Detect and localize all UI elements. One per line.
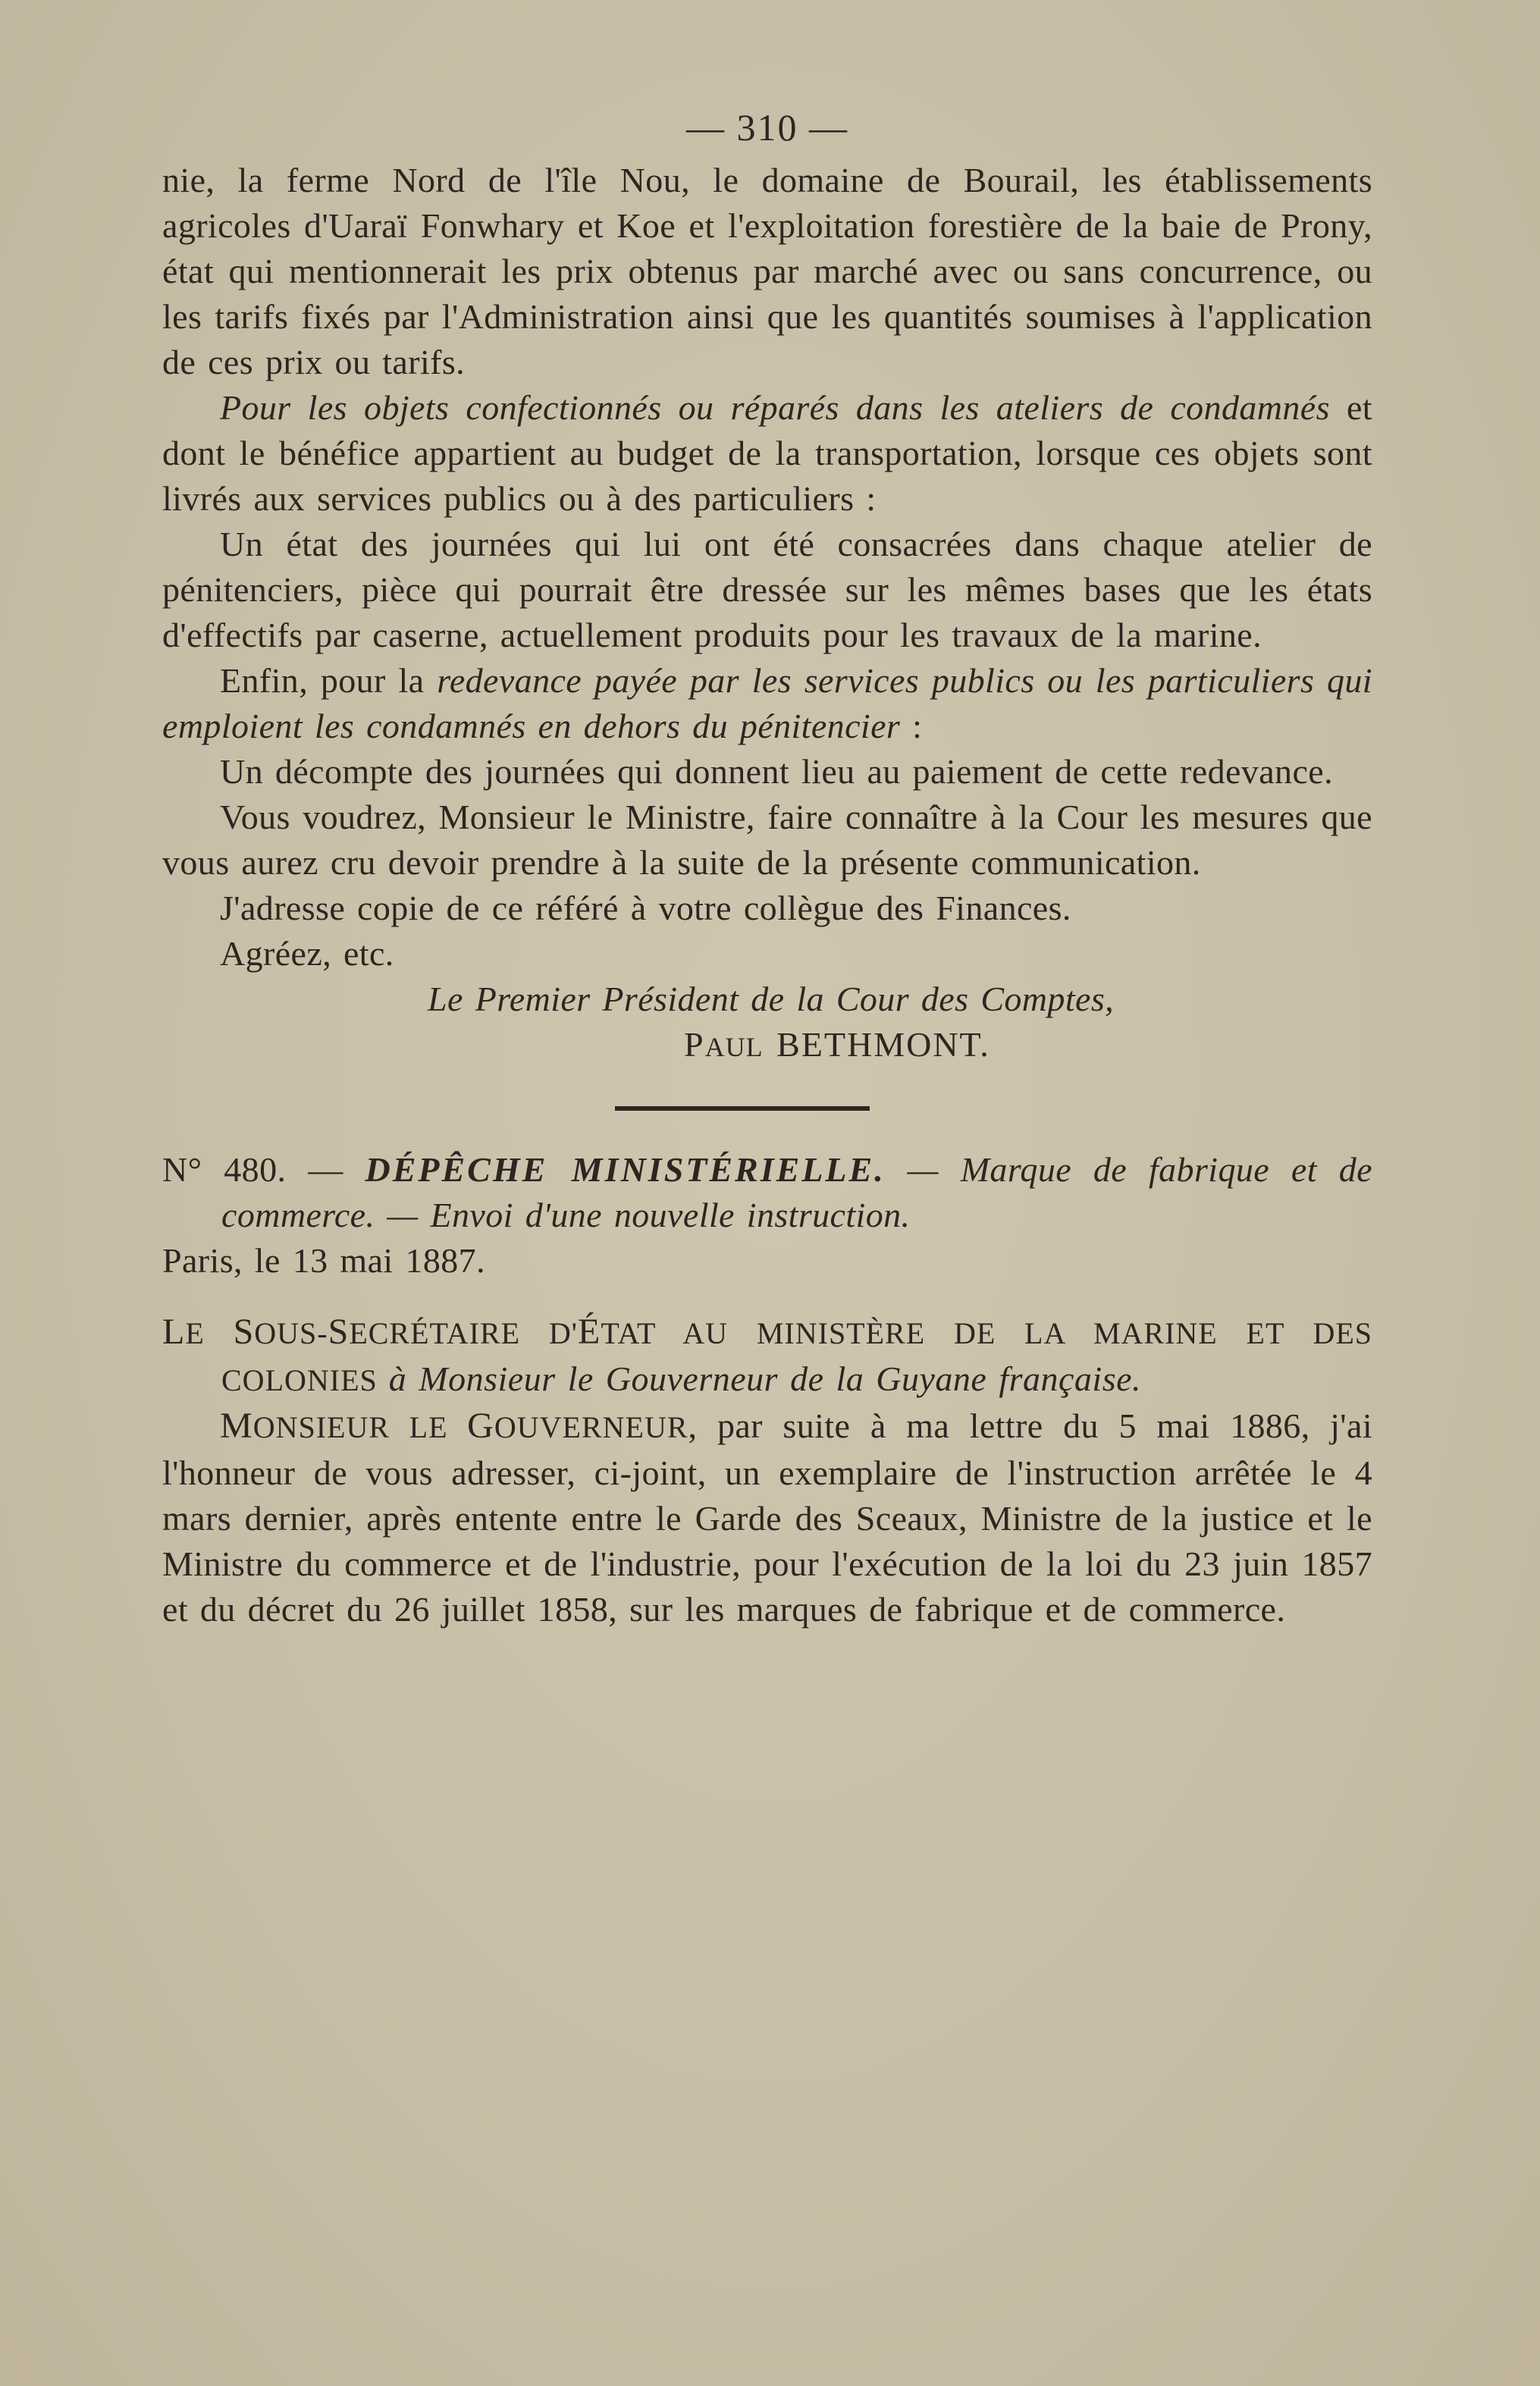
dispatch-number: N° 480. — — [162, 1150, 365, 1189]
signature-first-initial: P — [684, 1025, 705, 1064]
salutation-sc-2: OUVERNEUR — [494, 1410, 688, 1444]
paragraph-4-start: Enfin, pour la — [220, 661, 438, 700]
page-number: — 310 — — [686, 106, 848, 149]
addressee-sc-2: OUS- — [254, 1316, 328, 1350]
dispatch-body-text: , par suite à ma lettre du 5 mai 1886, j'ai l'honneur de vous adresser, ci-joint, un exemplaire de l'instruction arrêtée le 4 mars dernier, après entente entre le Garde des Sceaux, Ministre de la justice et le Ministre du commerce et de l'industrie, pour l'exécution de la loi du 23 juin 1857 et du décret du 26 juillet 1858, sur les marques de fabrique et de commerce. — [162, 1406, 1372, 1629]
paragraph-4 — [162, 658, 1372, 749]
paragraph-2 — [162, 385, 1372, 522]
addressee-sc-4: TAT AU MINISTÈRE DE LA MARINE ET DES COLONIES — [221, 1316, 1373, 1397]
addressee-sc-3: ECRÉTAIRE D' — [349, 1316, 578, 1350]
text-column — [162, 97, 1372, 1632]
dispatch-type: DÉPÊCHE MINISTÉRIELLE. — [365, 1150, 886, 1189]
dispatch-heading — [162, 1147, 1372, 1238]
paragraph-7: J'adresse copie de ce référé à votre collègue des Finances. — [220, 889, 1071, 927]
salutation-sc-1: ONSIEUR LE — [252, 1410, 468, 1444]
addressee-cap-2: S — [233, 1312, 255, 1352]
paragraph-4-end: : — [900, 707, 923, 745]
dispatch-addressee — [162, 1309, 1372, 1403]
addressee-italic: à Monsieur le Gouverneur de la Guyane française. — [388, 1359, 1142, 1398]
paragraph-4-italic: redevance payée par les services publics ou les particuliers qui emploient les condamnés en dehors du pénitencier — [162, 661, 1372, 745]
paragraph-2-italic: Pour les objets confectionnés ou réparés dans les ateliers de condamnés — [220, 388, 1330, 427]
signature-last-name: BETHMONT. — [776, 1025, 990, 1064]
signature-title: Le Premier Président de la Cour des Comptes, — [428, 980, 1115, 1018]
paragraph-2-rest: et dont le bénéfice appartient au budget de la transportation, lorsque ces objets sont livrés aux services publics ou à des particuliers : — [162, 388, 1372, 518]
paragraph-5: Un décompte des journées qui donnent lieu au paiement de cette redevance. — [220, 752, 1333, 791]
addressee-sc-1: E — [185, 1316, 234, 1350]
section-divider — [615, 1106, 870, 1111]
salutation-cap-1: M — [220, 1406, 253, 1446]
salutation — [220, 1406, 688, 1446]
dispatch-dateline: Paris, le 13 mai 1887. — [162, 1241, 485, 1280]
dispatch-body — [162, 1403, 1372, 1632]
paragraph-1: nie, la ferme Nord de l'île Nou, le domaine de Bourail, les établissements agricoles d'Uaraï Fonwhary et Koe et l'exploitation forestière de la baie de Prony, état qui mentionnerait les prix obtenus par marché avec ou sans concurrence, ou les tarifs fixés par l'Administration ainsi que les quantités soumises à l'application de ces prix ou tarifs. — [162, 161, 1372, 381]
paragraph-6: Vous voudrez, Monsieur le Ministre, faire connaître à la Cour les mesures que vous aurez cru devoir prendre à la suite de la présente communication. — [162, 798, 1372, 882]
salutation-cap-2: G — [467, 1406, 494, 1446]
signature-name — [162, 1022, 1372, 1070]
paragraph-3: Un état des journées qui lui ont été consacrées dans chaque atelier de pénitenciers, pièce qui pourrait être dressée sur les mêmes bases que les états d'effectifs par caserne, actuellement produits pour les travaux de la marine. — [162, 525, 1372, 654]
signature-first-rest: AUL — [704, 1032, 764, 1062]
paragraph-8: Agréez, etc. — [220, 934, 394, 973]
addressee-cap-1: L — [162, 1312, 186, 1352]
addressee-cap-3: S — [328, 1312, 350, 1352]
dispatch-subject: — Marque de fabrique et de commerce. — Envoi d'une nouvelle instruction. — [221, 1150, 1372, 1234]
addressee-cap-4: É — [577, 1312, 601, 1352]
